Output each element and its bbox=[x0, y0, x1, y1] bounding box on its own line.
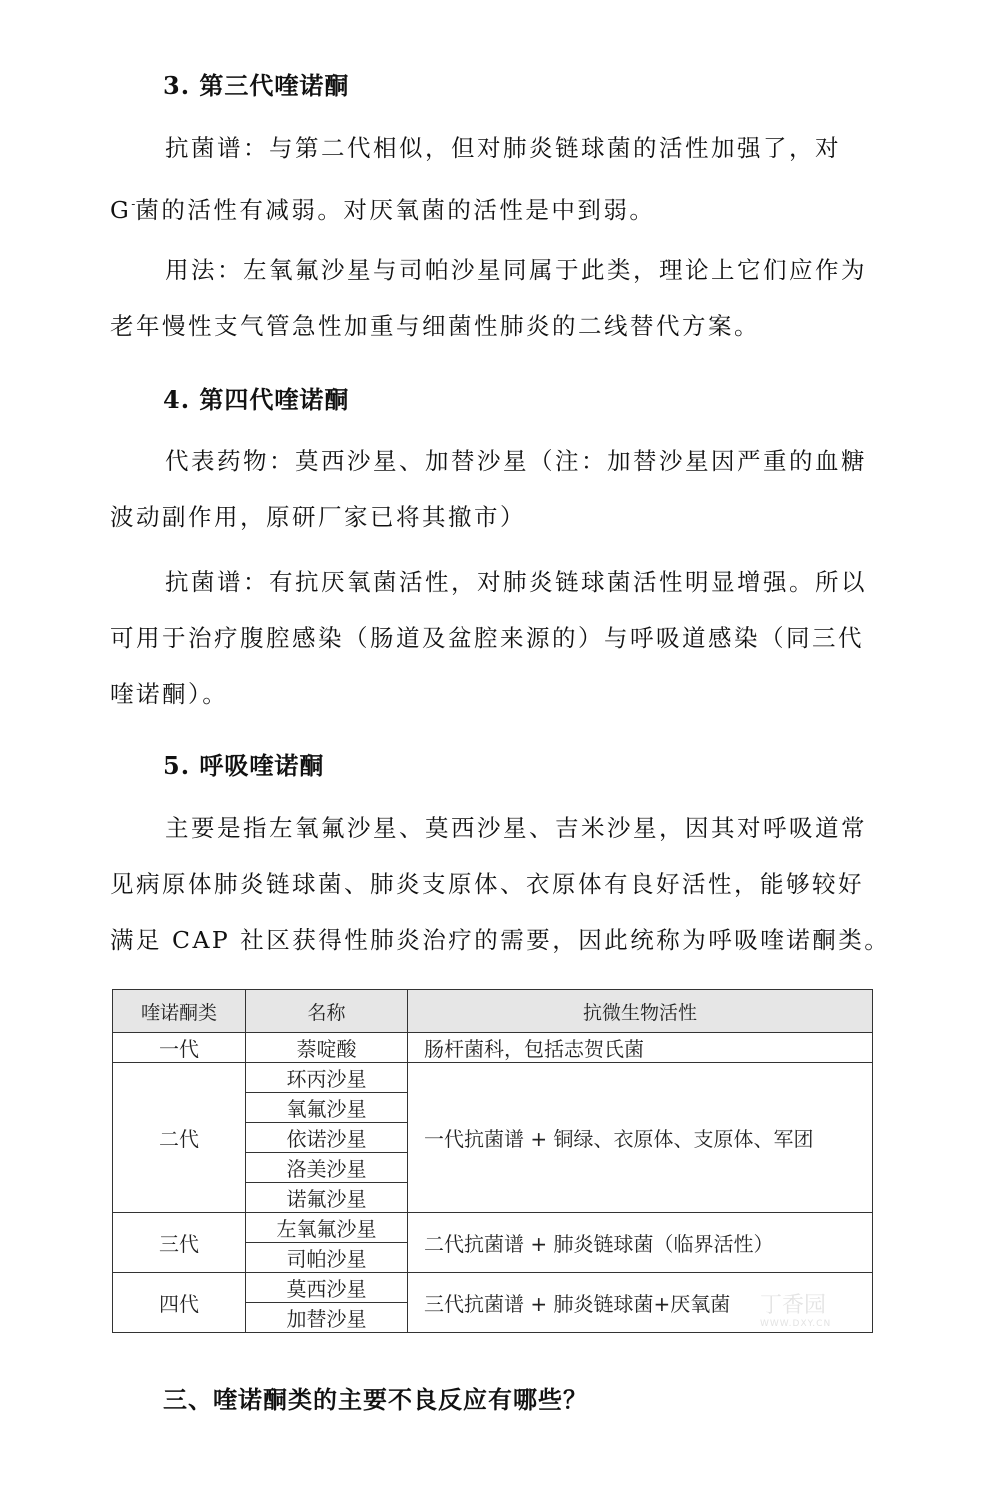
text-fragment: 菌的活性有减弱。对厌氧菌的活性是中到弱。 bbox=[135, 196, 656, 224]
drug-cell: 氧氟沙星 bbox=[246, 1093, 408, 1123]
activity-cell: 三代抗菌谱 + 肺炎链球菌+厌氧菌 bbox=[408, 1273, 873, 1333]
header-cell: 名称 bbox=[246, 990, 408, 1033]
table-header-row bbox=[113, 990, 873, 1033]
quinolone-table bbox=[112, 989, 873, 1333]
table-row bbox=[113, 1063, 873, 1093]
header-cell: 抗微生物活性 bbox=[408, 990, 873, 1033]
gram-superscript: - bbox=[131, 197, 136, 211]
text-line: 喹诺酮）。 bbox=[110, 680, 229, 708]
section-3-heading: 3. 第三代喹诺酮 bbox=[163, 71, 350, 100]
generation-cell: 四代 bbox=[113, 1273, 246, 1333]
section-5-body bbox=[110, 800, 890, 968]
watermark-brand: 丁香园 bbox=[760, 1293, 827, 1318]
generation-cell: 二代 bbox=[113, 1063, 246, 1213]
drug-cell: 诺氟沙星 bbox=[246, 1183, 408, 1213]
activity-cell: 二代抗菌谱 + 肺炎链球菌（临界活性） bbox=[408, 1213, 873, 1273]
drug-cell: 环丙沙星 bbox=[246, 1063, 408, 1093]
text-line: 老年慢性支气管急性加重与细菌性肺炎的二线替代方案。 bbox=[110, 312, 760, 340]
drug-cell: 司帕沙星 bbox=[246, 1243, 408, 1273]
section-4-spectrum bbox=[110, 554, 890, 722]
section-4-drugs bbox=[110, 433, 890, 545]
drug-cell: 依诺沙星 bbox=[246, 1123, 408, 1153]
gram-letter: G bbox=[110, 196, 132, 224]
section-3-spectrum bbox=[110, 120, 890, 238]
text-line: 主要是指左氧氟沙星、莫西沙星、吉米沙星，因其对呼吸道常 bbox=[165, 814, 867, 842]
text-line: 见病原体肺炎链球菌、肺炎支原体、衣原体有良好活性，能够较好 bbox=[110, 870, 864, 898]
drug-cell: 莫西沙星 bbox=[246, 1273, 408, 1303]
drug-cell: 加替沙星 bbox=[246, 1303, 408, 1333]
watermark bbox=[760, 1288, 831, 1329]
section-4-heading: 4. 第四代喹诺酮 bbox=[163, 385, 350, 414]
section-5-heading: 5. 呼吸喹诺酮 bbox=[163, 751, 325, 780]
drug-cell: 左氧氟沙星 bbox=[246, 1213, 408, 1243]
drug-cell: 萘啶酸 bbox=[246, 1033, 408, 1063]
generation-cell: 三代 bbox=[113, 1213, 246, 1273]
drug-cell: 洛美沙星 bbox=[246, 1153, 408, 1183]
text-line: 代表药物：莫西沙星、加替沙星（注：加替沙星因严重的血糖 bbox=[165, 447, 867, 475]
watermark-url: WWW.DXY.CN bbox=[760, 1319, 832, 1329]
table-row bbox=[113, 1213, 873, 1243]
activity-cell: 一代抗菌谱 + 铜绿、衣原体、支原体、军团 bbox=[408, 1063, 873, 1213]
text-line: 可用于治疗腹腔感染（肠道及盆腔来源的）与呼吸道感染（同三代 bbox=[110, 624, 864, 652]
next-section-heading: 三、喹诺酮类的主要不良反应有哪些？ bbox=[163, 1385, 588, 1414]
text-line: 抗菌谱：与第二代相似，但对肺炎链球菌的活性加强了，对 bbox=[165, 134, 841, 162]
activity-cell: 肠杆菌科，包括志贺氏菌 bbox=[408, 1033, 873, 1063]
text-line: 波动副作用，原研厂家已将其撤市） bbox=[110, 503, 526, 531]
text-line: 抗菌谱：有抗厌氧菌活性，对肺炎链球菌活性明显增强。所以 bbox=[165, 568, 867, 596]
text-line: 满足 CAP 社区获得性肺炎治疗的需要，因此统称为呼吸喹诺酮类。 bbox=[110, 926, 891, 954]
generation-cell: 一代 bbox=[113, 1033, 246, 1063]
section-3-usage bbox=[110, 242, 890, 354]
text-line: 用法：左氧氟沙星与司帕沙星同属于此类，理论上它们应作为 bbox=[165, 256, 867, 284]
table-row bbox=[113, 1033, 873, 1063]
table-row bbox=[113, 1273, 873, 1303]
text-line bbox=[110, 176, 890, 238]
header-cell: 喹诺酮类 bbox=[113, 990, 246, 1033]
